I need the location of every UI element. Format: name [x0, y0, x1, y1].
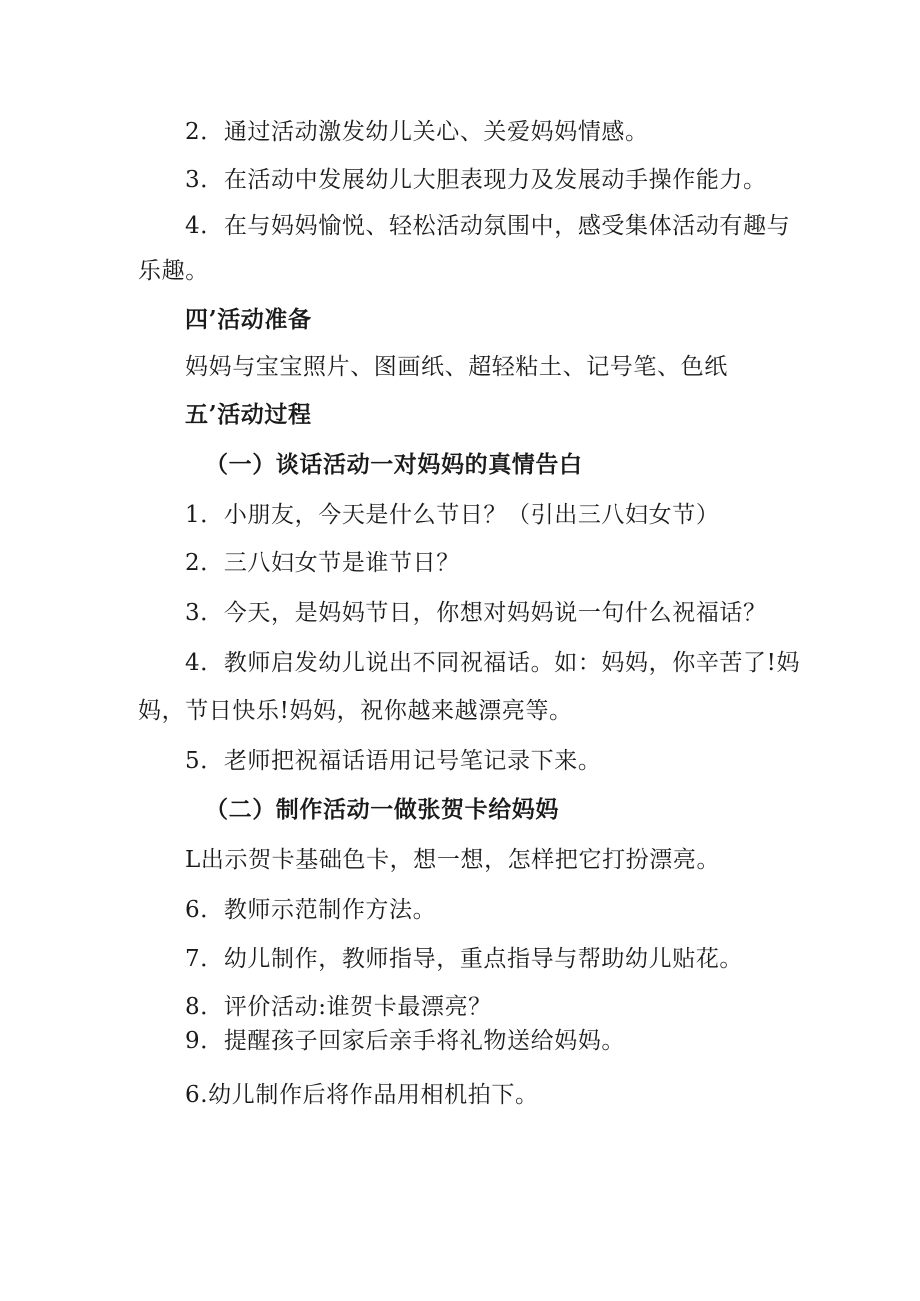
item-goal-3: 3．在活动中发展幼儿大胆表现力及发展动手操作能力。 [185, 167, 767, 193]
subsection-heading-craft: （二）制作活动一做张贺卡给妈妈 [205, 796, 559, 823]
talk-item-5: 5．老师把祝福话语用记号笔记录下来。 [185, 748, 602, 774]
craft-item-1: L出示贺卡基础色卡，想一想，怎样把它打扮漂亮。 [185, 847, 721, 873]
item-goal-2: 2．通过活动激发幼儿关心、关爱妈妈情感。 [185, 119, 649, 145]
talk-item-1: 1．小朋友，今天是什么节日？（引出三八妇女节） [185, 502, 720, 528]
talk-item-4: 4．教师启发幼儿说出不同祝福话。如：妈妈，你辛苦了!妈 [185, 650, 801, 676]
talk-item-2: 2．三八妇女节是谁节日？ [185, 550, 460, 576]
section-heading-process: 五’活动过程 [185, 401, 312, 428]
preparation-materials: 妈妈与宝宝照片、图画纸、超轻粘土、记号笔、色纸 [185, 354, 728, 380]
craft-item-photo: 6.幼儿制作后将作品用相机拍下。 [185, 1082, 539, 1108]
craft-item-7: 7．幼儿制作，教师指导，重点指导与帮助幼儿贴花。 [185, 946, 744, 972]
section-heading-preparation: 四’活动准备 [185, 306, 312, 333]
talk-item-3: 3．今天，是妈妈节日，你想对妈妈说一句什么祝福话？ [185, 600, 767, 626]
craft-item-9: 9．提醒孩子回家后亲手将礼物送给妈妈。 [185, 1028, 626, 1054]
craft-item-6: 6．教师示范制作方法。 [185, 897, 437, 923]
item-goal-4-continued: 乐趣。 [138, 258, 209, 284]
subsection-heading-talk: （一）谈话活动一对妈妈的真情告白 [205, 451, 583, 478]
item-goal-4: 4．在与妈妈愉悦、轻松活动氛围中，感受集体活动有趣与 [185, 213, 791, 239]
craft-item-8: 8．评价活动:谁贺卡最漂亮？ [185, 994, 492, 1020]
talk-item-4-continued: 妈，节日快乐!妈妈，祝你越来越漂亮等。 [138, 698, 573, 724]
